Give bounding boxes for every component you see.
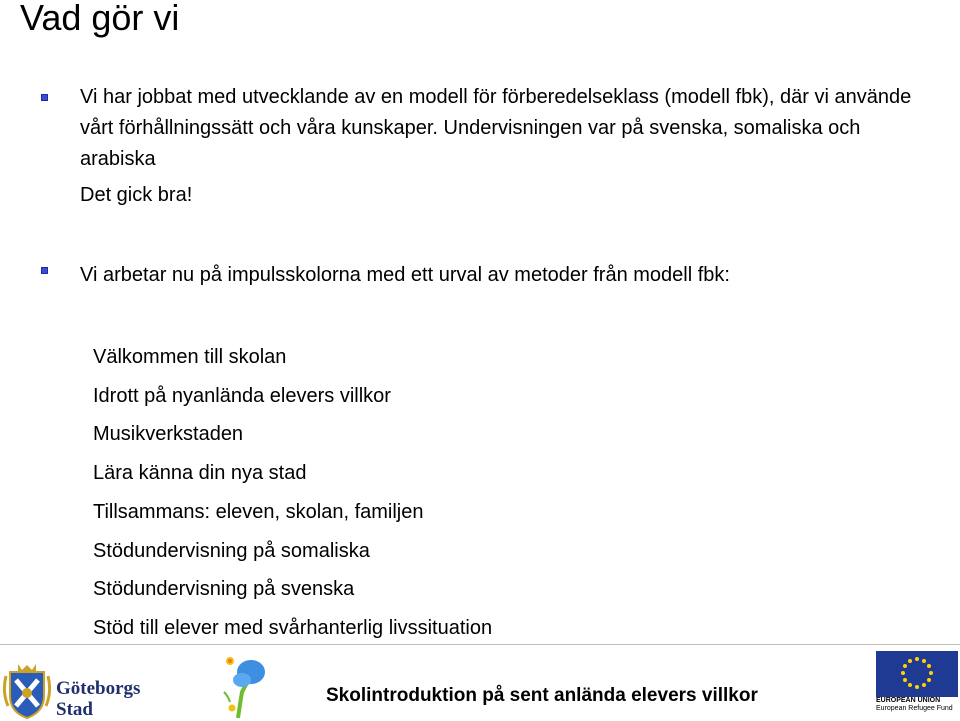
bullet-1-followup: Det gick bra! <box>80 184 193 206</box>
bullet-1-body: Vi har jobbat med utvecklande av en modell för förberedelseklass (modell fbk), där vi använde vårt förhållningssätt och våra kunskaper. Undervisningen var på svenska, somaliska och arabiska <box>80 86 912 170</box>
method-item: Stödundervisning på svenska <box>93 578 355 601</box>
city-crest-icon <box>2 662 52 720</box>
city-logo-text <box>56 678 140 720</box>
method-item: Musikverkstaden <box>93 423 244 446</box>
method-item: Lära känna din nya stad <box>93 462 307 485</box>
method-item: Stöd till elever med svårhanterlig livssituation <box>93 616 493 639</box>
eu-caption <box>876 697 958 713</box>
city-logo-line1: Göteborgs <box>56 678 141 699</box>
bullet-2-text: Vi arbetar nu på impulsskolorna med ett urval av metoder från modell fbk: <box>80 264 730 286</box>
tree-logo-icon <box>218 652 266 720</box>
eu-flag-icon <box>876 651 958 697</box>
square-bullet-icon <box>41 94 49 102</box>
city-logo-line2: Stad <box>56 699 93 720</box>
square-bullet-icon <box>41 267 49 275</box>
bullet-1-text <box>80 82 920 175</box>
eu-caption-line2: European Refugee Fund <box>876 705 953 712</box>
footer-divider <box>0 644 960 645</box>
eu-caption-line1: EUROPEAN UNION <box>876 697 941 704</box>
method-item: Tillsammans: eleven, skolan, familjen <box>93 500 424 523</box>
methods-list <box>93 338 492 648</box>
method-item: Välkommen till skolan <box>93 346 287 368</box>
method-item: Stödundervisning på somaliska <box>93 539 370 562</box>
method-item: Idrott på nyanlända elevers villkor <box>93 384 391 407</box>
slide-title: Vad gör vi <box>20 0 180 38</box>
footer-caption: Skolintroduktion på sent anlända elevers villkor <box>326 685 758 706</box>
